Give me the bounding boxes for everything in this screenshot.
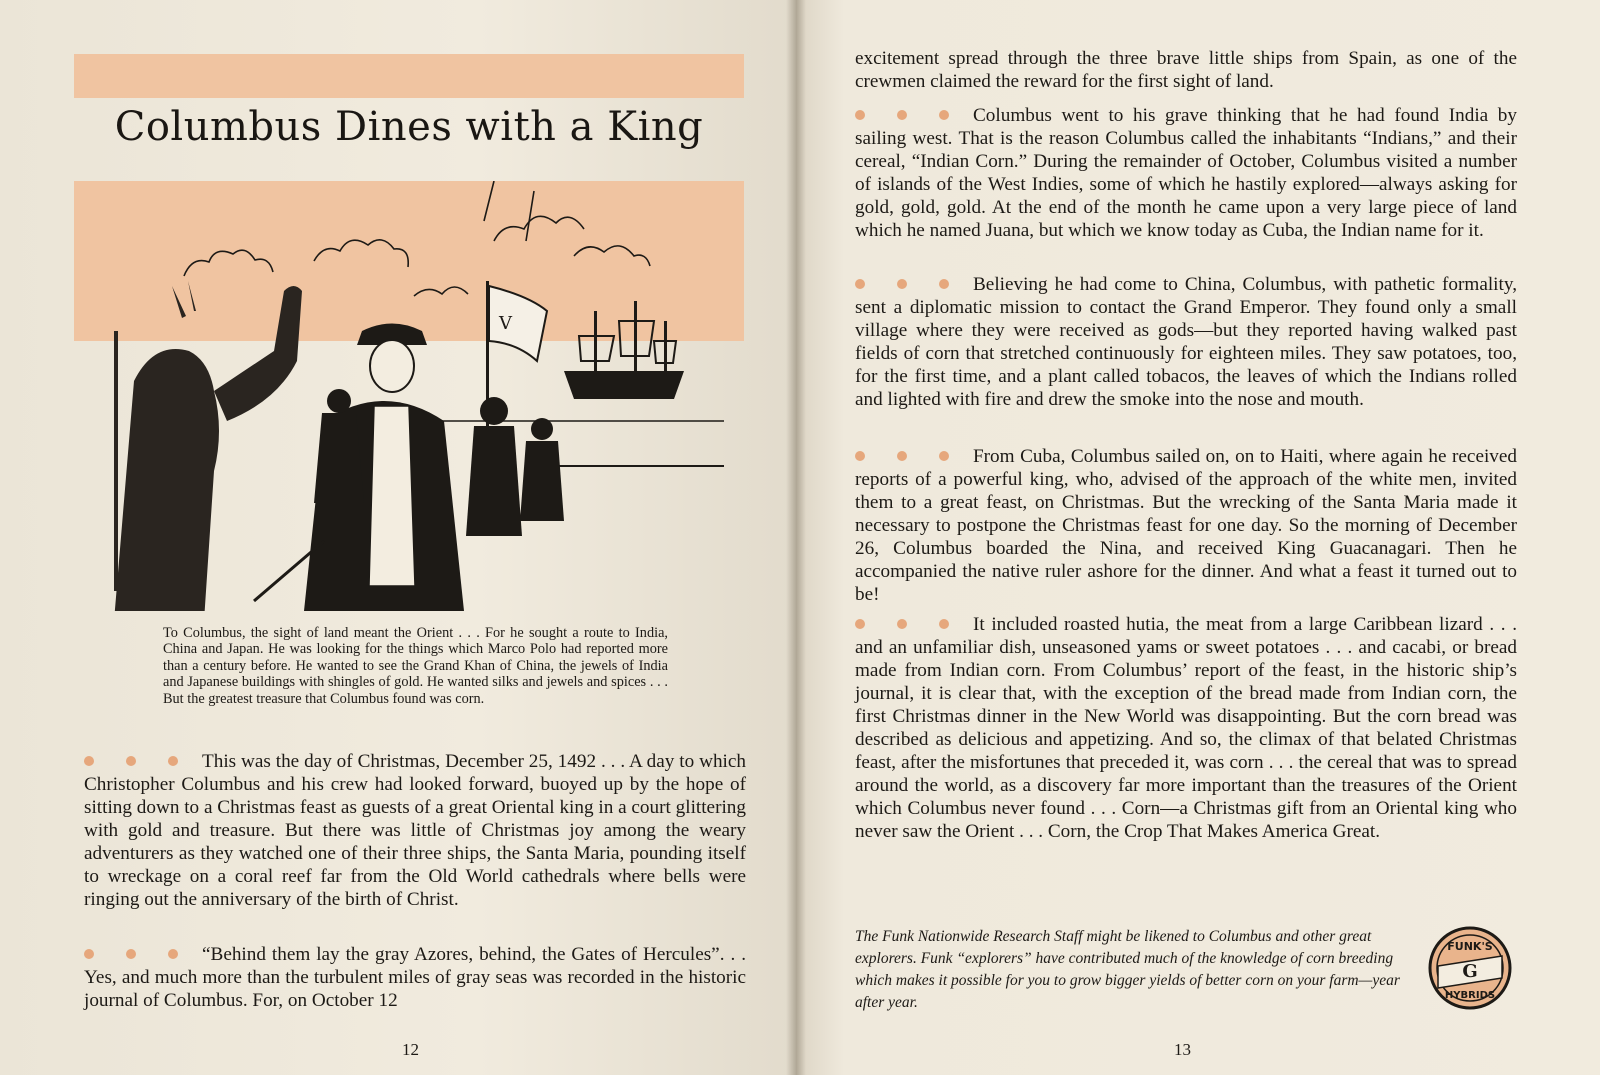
illustration-caption: To Columbus, the sight of land meant the Orient . . . For he sought a route to India, China and Japan. He was looking for the things which Marco Polo had reported more than a century before. He wanted to see the Grand Khan of China, the jewels of India and Japanese buildings with shingles of gold. He wanted silks and jewels and spices . . . But the greatest treasure that Columbus found was corn.	[163, 625, 668, 707]
title-band	[74, 54, 744, 98]
ornament-dot	[168, 949, 178, 959]
svg-text:V: V	[499, 313, 512, 334]
body-paragraph	[855, 613, 1517, 843]
ornament-dot	[126, 949, 136, 959]
body-paragraph	[84, 750, 746, 911]
paragraph-text: “Behind them lay the gray Azores, behind, the Gates of Hercules”. . . Yes, and much more than the turbulent miles of gray seas was recorded in the historic journal of Columbus. For, on October 12	[84, 944, 746, 1011]
ornament-dot	[897, 619, 907, 629]
ornament-dot	[939, 451, 949, 461]
ornament-dot	[939, 110, 949, 120]
body-paragraph: excitement spread through the three brave little ships from Spain, as one of the crewmen claimed the reward for the first sight of land.	[855, 48, 1517, 92]
ornament-dot	[855, 110, 865, 120]
badge-bottom-text: HYBRIDS	[1444, 990, 1496, 1001]
left-page	[0, 0, 796, 1075]
funks-hybrids-logo	[1428, 926, 1512, 1010]
advertisement-text: The Funk Nationwide Research Staff might be likened to Columbus and other great explorers. Funk “explorers” have contributed much of the knowledge of corn breeding which makes it possible for you to grow bigger yields of better corn on your farm—year after year.	[855, 928, 1400, 1011]
page-number: 12	[402, 1040, 419, 1059]
ornament-dot	[855, 279, 865, 289]
ornament-dots	[84, 946, 202, 960]
ornament-dot	[897, 279, 907, 289]
paragraph-text: Believing he had come to China, Columbus, with pathetic formality, sent a diplomatic mission to contact the Grand Emperor. They found only a small village where they were received as gods—but they reported having walked past fields of corn that stretched continuously for eighteen miles. They saw potatoes, too, for the first time, and a plant called tobacos, the leaves of which the Indians rolled and lighted with fire and drew the smoke into the nose and mouth.	[855, 274, 1517, 410]
ornament-dot	[897, 110, 907, 120]
ornament-dots	[855, 448, 973, 462]
ornament-dot	[855, 451, 865, 461]
columbus-illustration	[74, 181, 744, 611]
ornament-dot	[168, 756, 178, 766]
ornament-dot	[126, 756, 136, 766]
page-title: Columbus Dines with a King	[114, 104, 704, 150]
ornament-dot	[84, 756, 94, 766]
ornament-dots	[84, 753, 202, 767]
body-paragraph	[855, 104, 1517, 242]
paragraph-text: From Cuba, Columbus sailed on, on to Haiti, where again he received reports of a powerful king, who, advised of the approach of the white men, invited them to a great feast, on Christmas. But the wrecking of the Santa Maria made it necessary to postpone the Christmas feast for one day. So the morning of December 26, Columbus boarded the Nina, and received King Guacanagari. Then he accompanied the native ruler ashore for the dinner. And what a feast it turned out to be!	[855, 446, 1517, 605]
body-paragraph	[855, 273, 1517, 411]
body-paragraph	[855, 445, 1517, 606]
book-gutter	[786, 0, 806, 1075]
badge-top-text: FUNK'S	[1447, 940, 1493, 953]
ornament-dot	[897, 451, 907, 461]
paragraph-text: It included roasted hutia, the meat from a large Caribbean lizard . . . and an unfamiliar dish, unseasoned yams or sweet potatoes . . . and cacabi, or bread made from Indian corn. From Columbus’ report of the feast, in the historic ship’s journal, it is clear that, with the exception of the bread made from Indian corn, the first Christmas dinner in the New World was disappointing. But the corn bread was described as delicious and appetizing. And so, the climax of that belated Christmas feast, after the misfortunes that preceded it, was corn . . . the cereal that was to spread around the world, as a discovery far more important than the treasures of the Orient which Columbus never found . . . Corn—a Christmas gift from an Oriental king who never saw the Orient . . . Corn, the Crop That Makes America Great.	[855, 614, 1517, 842]
page-number: 13	[1174, 1040, 1191, 1059]
body-paragraph	[84, 943, 746, 1012]
ornament-dot	[84, 949, 94, 959]
paragraph-text: This was the day of Christmas, December 25, 1492 . . . A day to which Christopher Columbus and his crew had looked forward, buoyed up by the hope of sitting down to a Christmas feast as guests of a great Oriental king in a court glittering with gold and treasure. But there was little of Christmas joy among the weary adventurers as they watched one of their three ships, the Santa Maria, pounding itself to wreckage on a coral reef far from the Old World cathedrals where bells were ringing out the anniversary of the birth of Christ.	[84, 751, 746, 910]
badge-letter: G	[1462, 961, 1478, 982]
ornament-dots	[855, 616, 973, 630]
ornament-dots	[855, 276, 973, 290]
ornament-dot	[855, 619, 865, 629]
ornament-dot	[939, 619, 949, 629]
ornament-dot	[939, 279, 949, 289]
ornament-dots	[855, 107, 973, 121]
paragraph-text: Columbus went to his grave thinking that he had found India by sailing west. That is the reason Columbus called the inhabitants “Indians,” and their cereal, “Indian Corn.” During the remainder of October, Columbus visited a number of islands of the West Indies, some of which he hastily explored—always asking for gold, gold, gold. At the end of the month he came upon a very large piece of land which he named Juana, but which we know today as Cuba, the Indian name for it.	[855, 105, 1517, 241]
